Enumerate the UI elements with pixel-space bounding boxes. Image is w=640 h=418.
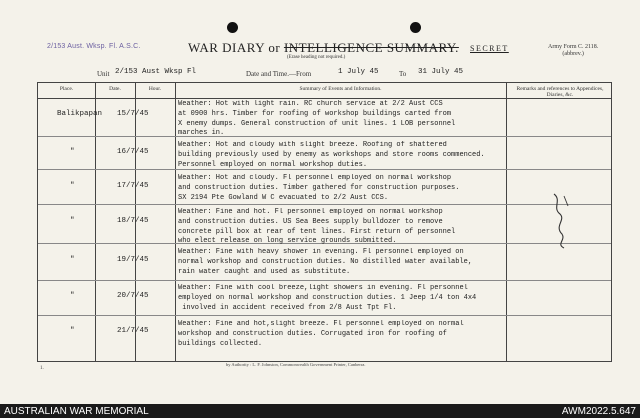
header-date: Date.: [109, 86, 121, 92]
punch-hole: [410, 22, 421, 33]
row-divider: [38, 280, 611, 281]
title-prefix: WAR DIARY or: [188, 40, 281, 55]
entry-place: ": [70, 256, 75, 264]
entry-place: ": [70, 217, 75, 225]
row-divider: [38, 315, 611, 316]
handwritten-signature-icon: [548, 190, 572, 250]
unit-value: 2/153 Aust Wksp Fl: [115, 68, 197, 76]
header-hour: Hour.: [148, 86, 162, 92]
punch-hole: [227, 22, 238, 33]
header-remarks: Remarks and references to Appendices, Diaries, &c.: [516, 86, 604, 98]
caption-right: AWM2022.5.647: [561, 406, 636, 417]
entry-summary: Weather: Hot and cloudy with slight breeze. Roofing of shattered building previously used by enemy as workshops and store rooms commenced. Personnel employed on normal workshop duties.: [178, 141, 485, 169]
entry-date: 19/7/45: [117, 256, 149, 264]
column-divider: [95, 83, 96, 361]
form-number-sub: (abbrev.): [562, 51, 584, 57]
entry-place: ": [70, 182, 75, 190]
entry-date: 21/7/45: [117, 327, 149, 335]
entry-summary: Weather: Hot and cloudy. Fl personnel employed on normal workshop and construction duties. Timber gathered for construction purposes. SX 2194 Pte Gowland W C evacuated to 2/2 Aust CCS.: [178, 174, 460, 202]
entry-summary: Weather: Fine and hot. Fl personnel employed on normal workshop and construction duties. US Sea Bees supply bulldozer to remove concrete pill box at rear of tent lines. First return of personnel who elect release on long service grounds submitted.: [178, 208, 456, 246]
column-divider: [506, 83, 507, 361]
entry-summary: Weather: Fine with heavy shower in evening. Fl personnel employed on normal workshop and construction duties. No distilled water available, rain water caught and used as substitute.: [178, 248, 473, 276]
classification-label: SECRET: [470, 44, 509, 53]
entry-summary: Weather: Fine and hot,slight breeze. Fl personnel employed on normal workshop and construction duties. Corrugated iron for roofing of buildings collected.: [178, 320, 464, 348]
title-struck: INTELLIGENCE SUMMARY.: [283, 40, 459, 55]
entry-summary: Weather: Fine with cool breeze,light showers in evening. Fl personnel employed on normal workshop and construction duties. 1 Jeep 1/4 ton 4x4 involved in accident received from 2/8 Aust Tpt Fl.: [178, 284, 477, 312]
unit-label: Unit: [97, 70, 110, 78]
to-label: To: [399, 70, 407, 78]
header-place: Place.: [59, 86, 74, 92]
title-subtitle: (Erase heading not required.): [287, 55, 346, 60]
form-number-main: Army Form C. 2118.: [548, 44, 599, 50]
caption-bar: [0, 404, 640, 418]
form-number: [548, 44, 598, 58]
unit-stamp: 2/153 Aust. Wksp. Fl. A.S.C.: [47, 43, 141, 50]
footer-number: 1.: [40, 366, 44, 371]
to-date: 31 July 45: [418, 68, 464, 76]
entry-date: 15/7/45: [117, 110, 149, 118]
column-divider: [175, 83, 176, 361]
entry-date: 16/7/45: [117, 148, 149, 156]
entry-summary: Weather: Hot with light rain. RC church service at 2/2 Aust CCS at 0900 hrs. Timber for roofing of workshop buildings carted from X enemy dumps. General construction of unit lines. 1 LOB personnel marches in.: [178, 100, 456, 138]
entry-place: ": [70, 148, 75, 156]
datetime-label: Date and Time.—From: [246, 70, 312, 78]
entry-place: ": [70, 292, 75, 300]
header-divider: [38, 98, 611, 99]
entry-place: Balikpapan: [57, 110, 103, 118]
entry-date: 18/7/45: [117, 217, 149, 225]
from-date: 1 July 45: [338, 68, 379, 76]
entry-date: 20/7/45: [117, 292, 149, 300]
header-summary: Summary of Events and Information.: [299, 86, 382, 92]
row-divider: [38, 204, 611, 205]
entry-date: 17/7/45: [117, 182, 149, 190]
footer-printer: by Authority : L. F. Johnston, Commonwealth Government Printer, Canberra.: [226, 362, 366, 367]
caption-left: AUSTRALIAN WAR MEMORIAL: [4, 406, 149, 417]
page-title: [188, 40, 459, 56]
entry-place: ": [70, 327, 75, 335]
